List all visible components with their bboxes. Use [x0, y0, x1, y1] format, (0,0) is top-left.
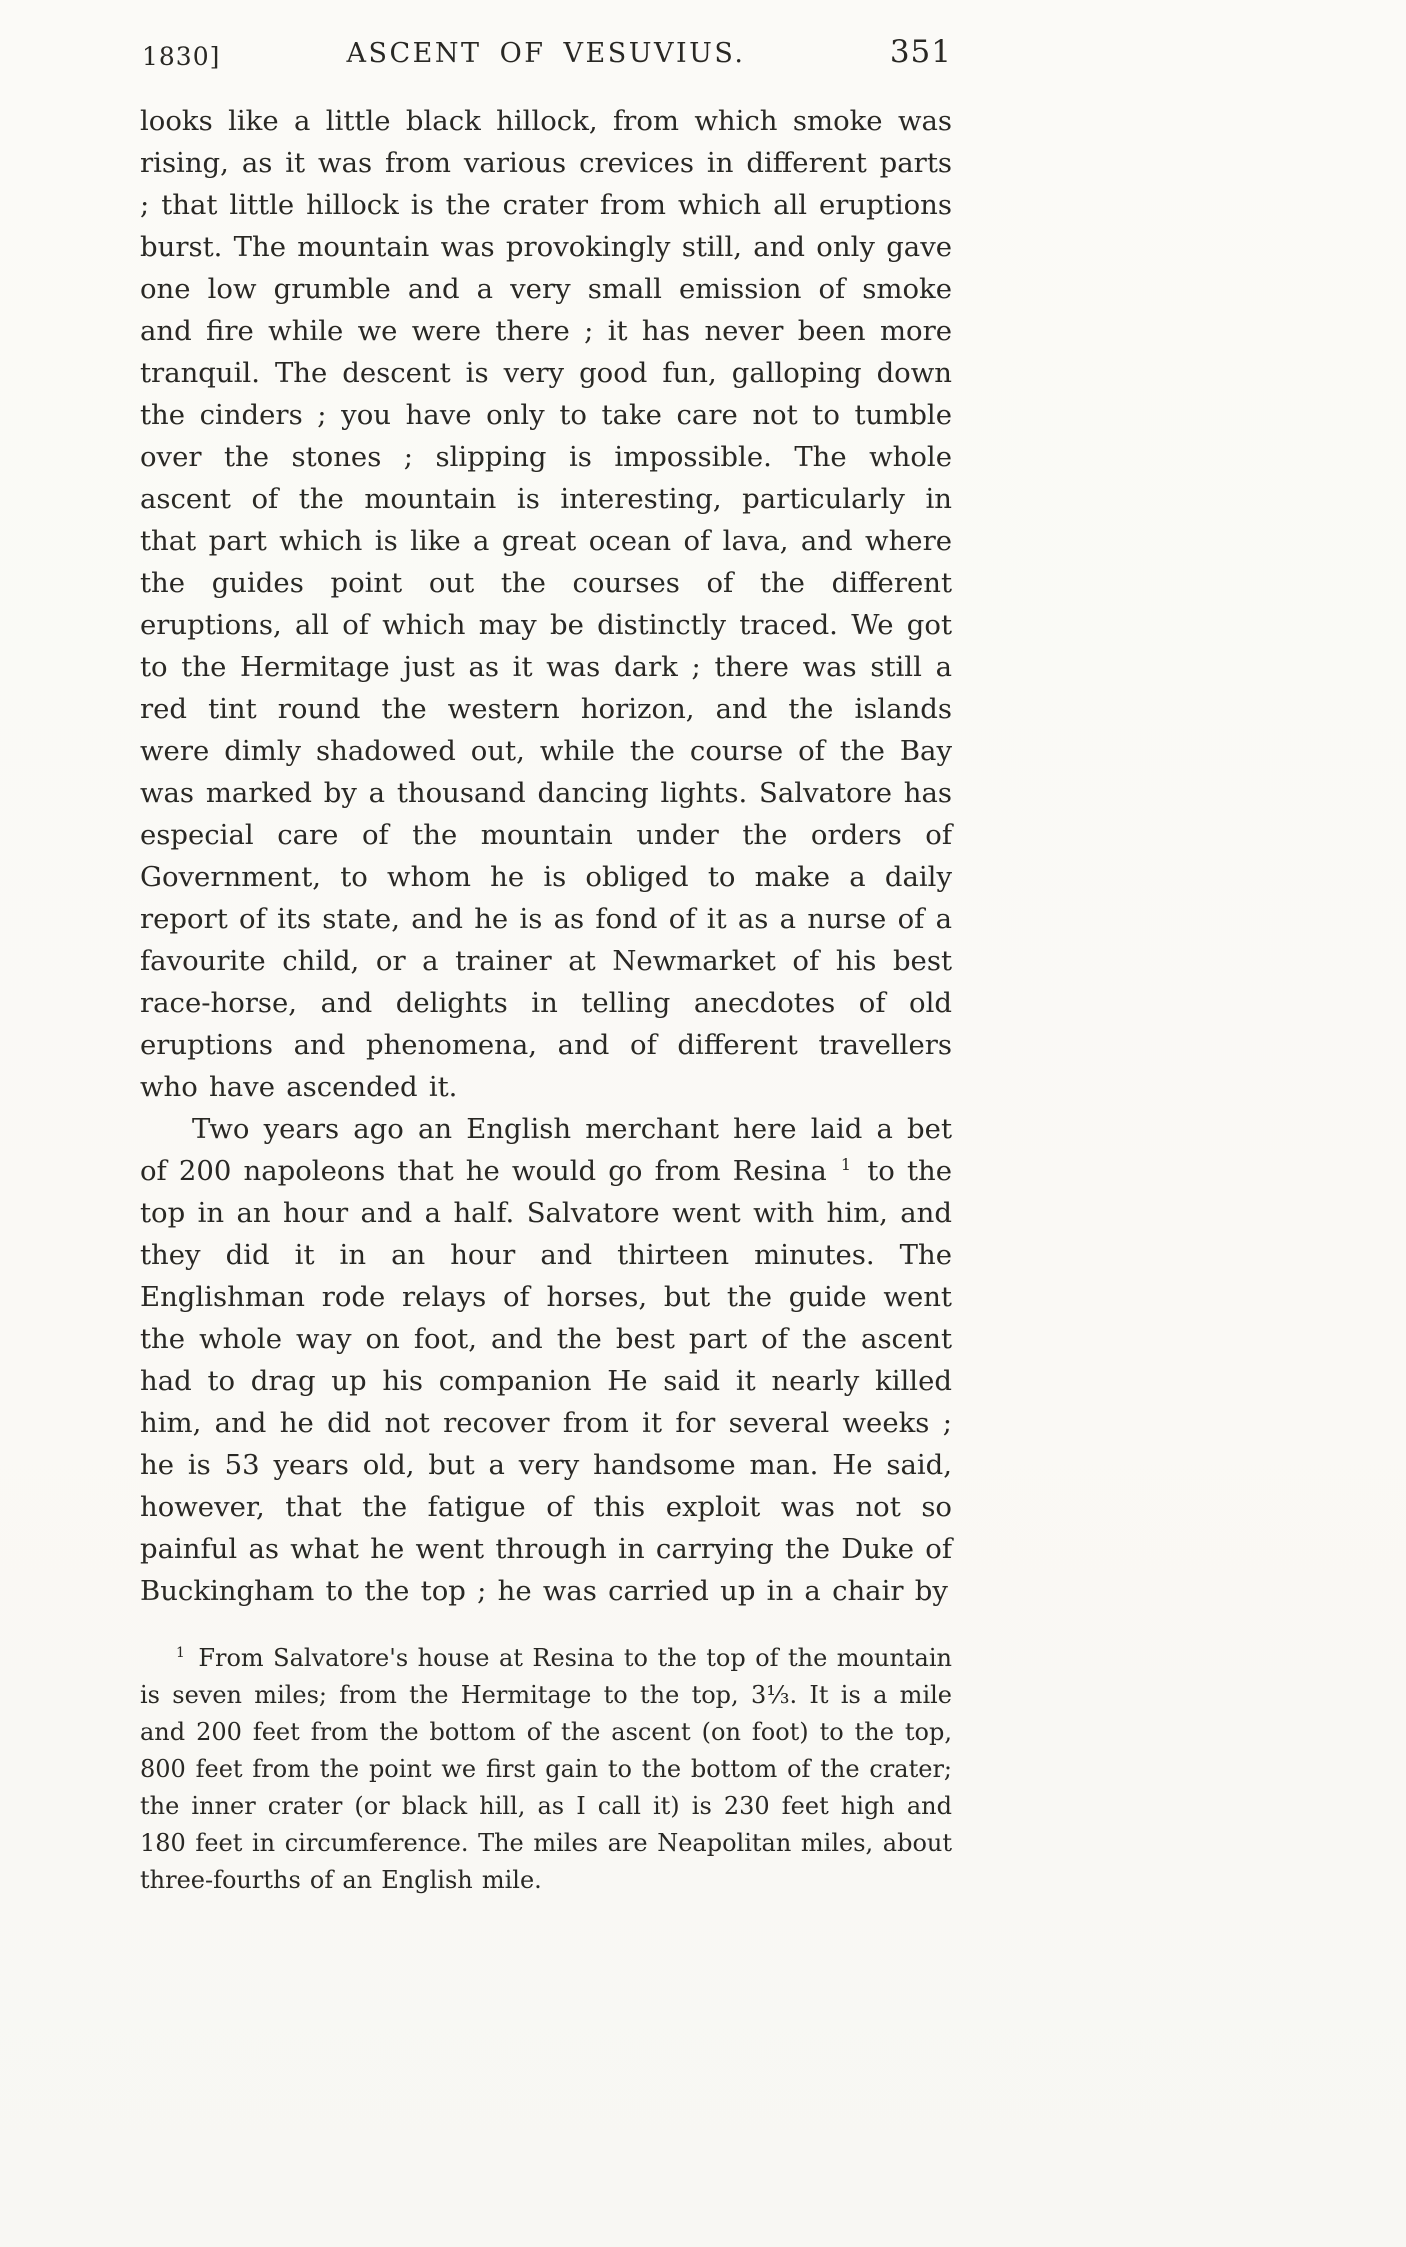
header-year: 1830]: [142, 42, 221, 71]
page-number: 351: [889, 34, 952, 70]
footnote: [140, 1640, 952, 1899]
running-title: ASCENT OF VESUVIUS.: [346, 38, 746, 69]
paragraph-continuation: looks like a little black hillock, from which smoke was rising, as it was from various crevices in different parts ; that little hillock is the crater from which all eruptions burst. The mountain was provokingly still, and only gave one low grumble and a very small emission of smoke and fire while we were there ; it has never been more tranquil. The descent is very good fun, galloping down the cinders ; you have only to take care not to tumble over the stones ; slipping is impossible. The whole ascent of the mountain is interesting, particularly in that part which is like a great ocean of lava, and where the guides point out the courses of the different eruptions, all of which may be distinctly traced. We got to the Hermitage just as it was dark ; there was still a red tint round the western horizon, and the islands were dimly shadowed out, while the course of the Bay was marked by a thousand dancing lights. Salvatore has especial care of the mountain under the orders of Government, to whom he is obliged to make a daily report of its state, and he is as fond of it as a nurse of a favourite child, or a trainer at Newmarket of his best race-horse, and delights in telling anecdotes of old eruptions and phenomena, and of different travellers who have ascended it.: [140, 105, 952, 1103]
paragraph-text: Two years ago an English merchant here laid a bet of 200 napoleons that he would go from Resina: [140, 1113, 952, 1187]
footnote-reference: 1: [840, 1154, 852, 1174]
page-header: [140, 34, 952, 96]
paragraph: [140, 1108, 952, 1612]
footnote-marker: 1: [176, 1645, 185, 1661]
page-content: [140, 34, 952, 1899]
paragraph-text: to the top in an hour and a half. Salvatore went with him, and they did it in an hour and thirteen minutes. The Englishman rode relays of horses, but the guide went the whole way on foot, and the best part of the ascent had to drag up his companion He said it nearly killed him, and he did not recover from it for several weeks ; he is 53 years old, but a very handsome man. He said, however, that the fatigue of this exploit was not so painful as what he went through in carrying the Duke of Buckingham to the top ; he was carried up in a chair by: [140, 1155, 953, 1607]
footnote-block: [140, 1640, 952, 1899]
body-text: [140, 100, 952, 1612]
footnote-text: From Salvatore's house at Resina to the top of the mountain is seven miles; from the Hermitage to the top, 3⅓. It is a mile and 200 feet from the bottom of the ascent (on foot) to the top, 800 feet from the point we first gain to the bottom of the crater; the inner crater (or black hill, as I call it) is 230 feet high and 180 feet in circumference. The miles are Neapolitan miles, about three-fourths of an English mile.: [140, 1644, 952, 1894]
